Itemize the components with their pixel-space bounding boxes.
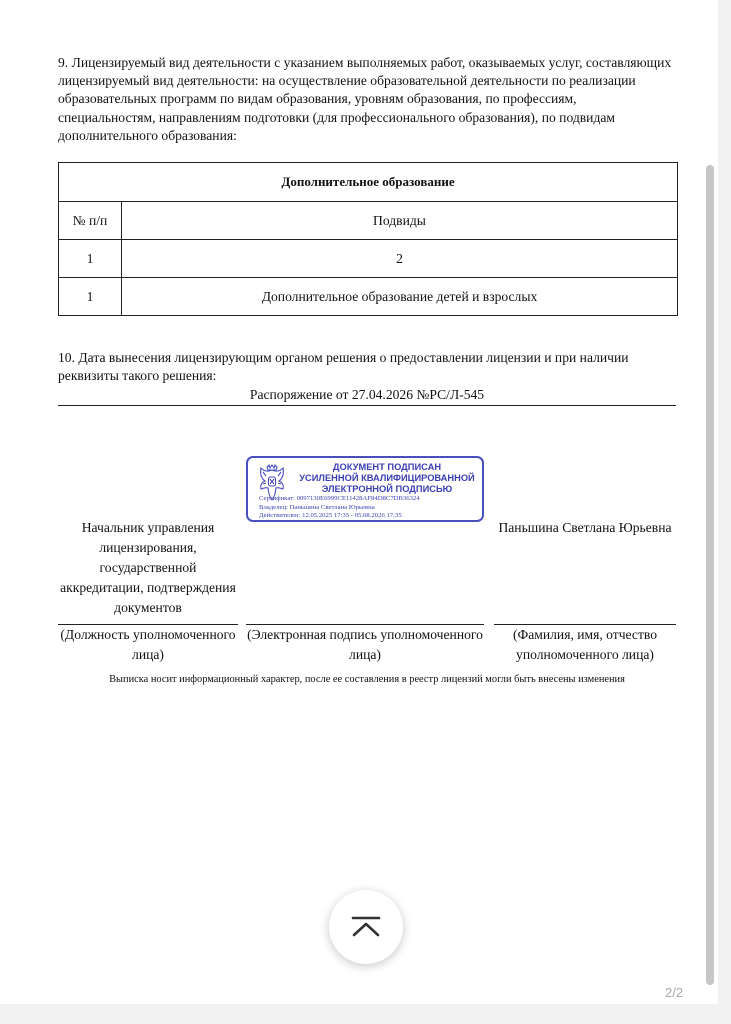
stamp-certificate: Сертификат: 0097130E6999CE11428AF84D8C7DB36324 [259, 495, 420, 503]
table-header-row [59, 202, 678, 240]
decision-details: Распоряжение от 27.04.2026 №РС/Л-545 [58, 387, 676, 406]
row-subtype: 2 [122, 240, 678, 278]
page-indicator: 2/2 [665, 985, 684, 1000]
row-subtype: Дополнительное образование детей и взрослых [122, 278, 678, 316]
section-10-text: 10. Дата вынесения лицензирующим органом решения о предоставлении лицензии и при наличии реквизиты такого решения: [58, 350, 629, 384]
chevron-up-bar-icon [351, 916, 381, 938]
row-num: 1 [59, 278, 122, 316]
table-title: Дополнительное образование [59, 163, 678, 202]
section-9-text: 9. Лицензируемый вид деятельности с указанием выполняемых работ, оказываемых услуг, составляющих лицензируемый вид деятельности: на осуществление образовательной деятельности по реализации образовательных программ по видам образования, уровням образования, по профессиям, специальностям, направлениям подготовки (для профессионального образования), по подвидам дополнительного образования: [58, 55, 672, 143]
label-position: (Должность уполномоченного лица) [58, 624, 238, 665]
signatory-position: Начальник управления лицензирования, государственной аккредитации, подтверждения документов [60, 520, 236, 616]
stamp-title-line: ЭЛЕКТРОННОЙ ПОДПИСЬЮ [321, 483, 453, 494]
label-name: (Фамилия, имя, отчество уполномоченного лица) [494, 624, 676, 665]
stamp-owner: Владелец: Паньшина Светлана Юрьевна [259, 503, 375, 511]
header-num: № п/п [59, 202, 122, 240]
electronic-signature-stamp [246, 456, 484, 522]
signatory-name: Паньшина Светлана Юрьевна [498, 520, 672, 536]
scroll-to-top-button[interactable] [329, 890, 403, 964]
page-content [58, 54, 676, 685]
stamp-details [259, 495, 478, 520]
table-row [59, 278, 678, 316]
stamp-title [298, 462, 476, 494]
license-table [58, 162, 678, 316]
row-num: 1 [59, 240, 122, 278]
vertical-scrollbar[interactable] [706, 165, 714, 985]
footnote: Выписка носит информационный характер, после ее составления в реестр лицензий могли быть внесены изменения [109, 674, 625, 686]
stamp-title-line: УСИЛЕННОЙ КВАЛИФИЦИРОВАННОЙ [299, 473, 475, 484]
table-title-row [59, 163, 678, 202]
signature-labels [58, 624, 676, 668]
stamp-title-line: ДОКУМЕНТ ПОДПИСАН [332, 462, 442, 473]
header-subtype: Подвиды [122, 202, 678, 240]
table-row [59, 240, 678, 278]
label-signature: (Электронная подпись уполномоченного лица) [246, 624, 484, 665]
signature-block [58, 456, 676, 624]
stamp-validity: Действителен: 12.05.2025 17:35 - 05.08.2026 17:35 [259, 512, 402, 520]
section-10 [58, 349, 676, 406]
